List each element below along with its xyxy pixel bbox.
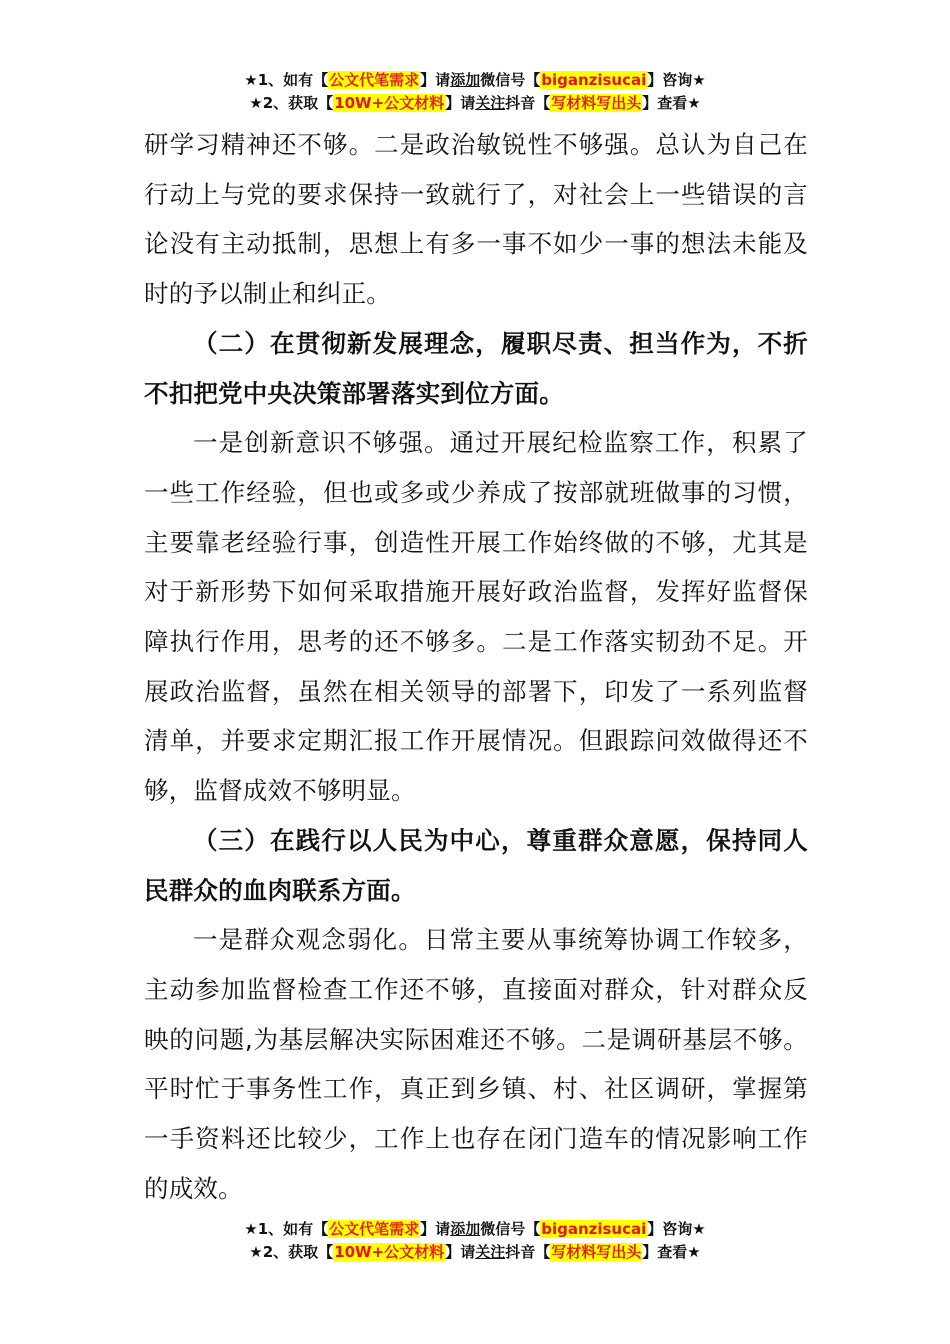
banner-text: 】查看★ [642, 1243, 701, 1261]
banner-text: 】请 [420, 71, 451, 89]
banner-highlight: 公文代笔需求 [329, 71, 420, 89]
banner-line-1 [0, 1218, 950, 1241]
banner-text: ★2、获取【 [249, 1243, 334, 1261]
banner-text: 】咨询★ [647, 1220, 706, 1238]
header-banner [0, 69, 950, 115]
footer-banner [0, 1218, 950, 1264]
banner-line-1 [0, 69, 950, 92]
section-heading-3: （三）在践行以人民为中心，尊重群众意愿，保持同人民群众的血肉联系方面。 [144, 825, 808, 905]
banner-text: 】请 [420, 1220, 451, 1238]
banner-text: 抖音【 [505, 1243, 551, 1261]
banner-text: 】查看★ [642, 94, 701, 112]
banner-highlight: biganzisucai [541, 1220, 647, 1238]
banner-text: 】咨询★ [647, 71, 706, 89]
banner-text: ★1、如有【 [244, 1220, 329, 1238]
banner-highlight: 10W+公文材料 [334, 1243, 445, 1261]
paragraph-3: 一是群众观念弱化。日常主要从事统筹协调工作较多，主动参加监督检查工作还不够，直接面对群众，针对群众反映的问题,为基层解决实际困难还不够。二是调研基层不够。平时忙于事务性工作，真正到乡镇、村、社区调研，掌握第一手资料还比较少，工作上也存在闭门造车的情况影响工作的成效。 [144, 925, 808, 1203]
banner-text: 】请 [445, 94, 476, 112]
banner-underline: 关注 [475, 1243, 506, 1261]
banner-text: 微信号【 [480, 71, 541, 89]
banner-highlight: 公文代笔需求 [329, 1220, 420, 1238]
paragraph-1: 研学习精神还不够。二是政治敏锐性不够强。总认为自己在行动上与党的要求保持一致就行了，对社会上一些错误的言论没有主动抵制，思想上有多一事不如少一事的想法未能及时的予以制止和纠正。 [144, 130, 808, 309]
banner-highlight: 10W+公文材料 [334, 94, 445, 112]
banner-highlight: biganzisucai [541, 71, 647, 89]
paragraph-2: 一是创新意识不够强。通过开展纪检监察工作，积累了一些工作经验，但也或多或少养成了按部就班做事的习惯，主要靠老经验行事，创造性开展工作始终做的不够，尤其是对于新形势下如何采取措施开展好政治监督，发挥好监督保障执行作用，思考的还不够多。二是工作落实韧劲不足。开展政治监督，虽然在相关领导的部署下，印发了一系列监督清单，并要求定期汇报工作开展情况。但跟踪问效做得还不够，监督成效不够明显。 [144, 428, 808, 806]
banner-text: 抖音【 [505, 94, 551, 112]
banner-text: 微信号【 [480, 1220, 541, 1238]
banner-highlight: 写材料写出头 [551, 1243, 642, 1261]
banner-line-2 [0, 1241, 950, 1264]
banner-text: ★1、如有【 [244, 71, 329, 89]
section-heading-2: （二）在贯彻新发展理念，履职尽责、担当作为，不折不扣把党中央决策部署落实到位方面。 [144, 328, 808, 408]
banner-text: 】请 [445, 1243, 476, 1261]
banner-underline: 关注 [475, 94, 506, 112]
banner-text: ★2、获取【 [249, 94, 334, 112]
banner-underline: 添加 [450, 1220, 481, 1238]
document-body [144, 120, 808, 1213]
banner-highlight: 写材料写出头 [551, 94, 642, 112]
banner-underline: 添加 [450, 71, 481, 89]
banner-line-2 [0, 92, 950, 115]
